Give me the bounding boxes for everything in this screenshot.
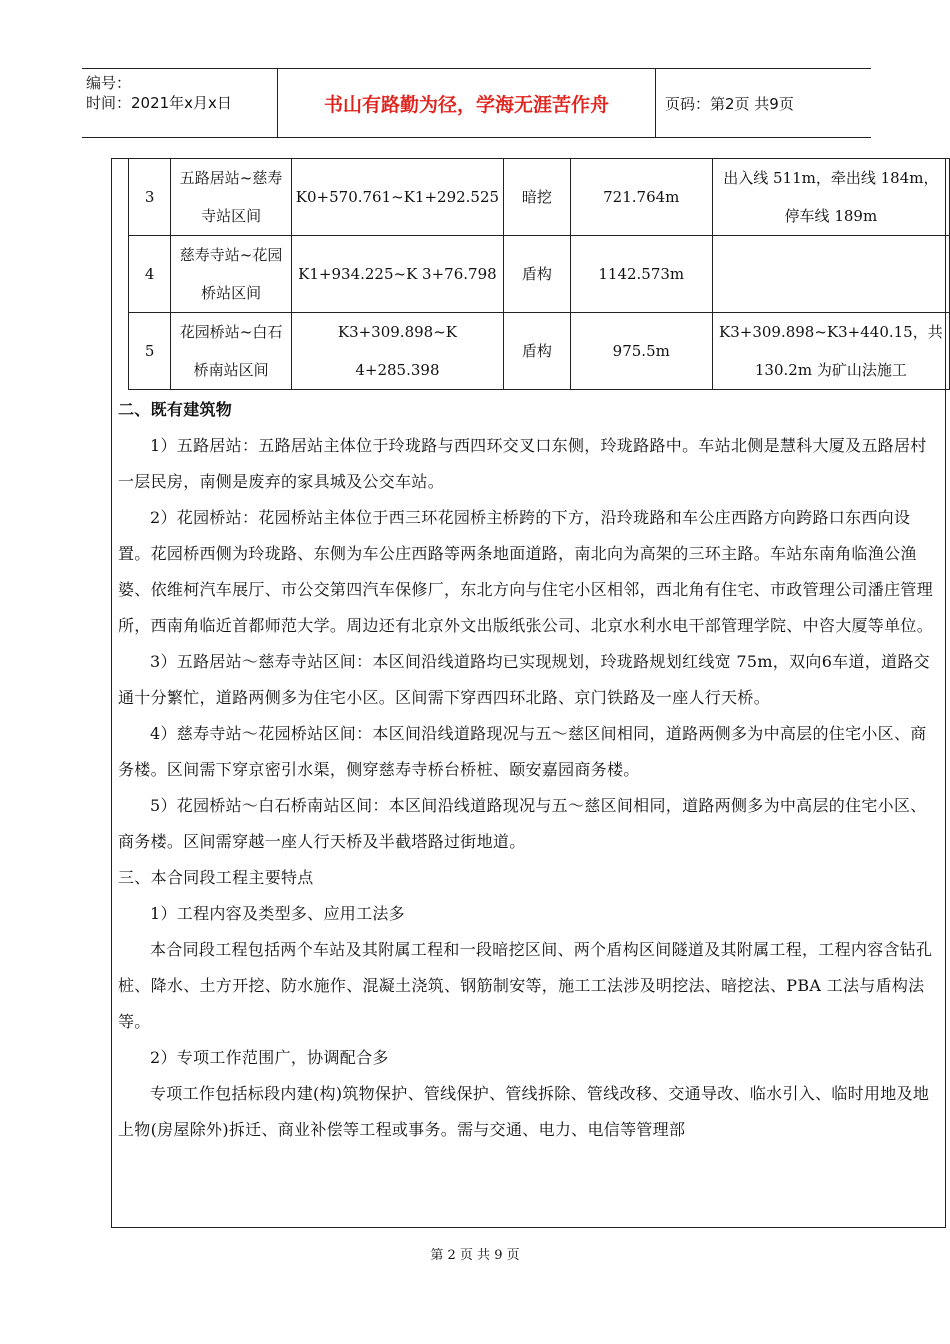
paragraph: 4）慈寿寺站～花园桥站区间：本区间沿线道路现况与五～慈区间相同，道路两侧多为中高层的住宅小区、商务楼。区间需下穿京密引水渠，侧穿慈寿寺桥台桥桩、颐安嘉园商务楼。 [118, 724, 927, 779]
table-row [129, 236, 950, 313]
header-meta [82, 69, 278, 137]
subsection-heading: 1）工程内容及类型多、应用工法多 [150, 904, 405, 923]
page-footer: 第 2 页 共 9 页 [430, 1248, 520, 1263]
subsection-heading: 2）专项工作范围广，协调配合多 [150, 1048, 389, 1067]
table-row [129, 313, 950, 390]
table-cell: 花园桥站~白石桥南站区间 [171, 313, 291, 390]
table-cell: 盾构 [504, 236, 571, 313]
table-cell: 975.5m [570, 313, 712, 390]
paragraph: 2）花园桥站：花园桥站主体位于西三环花园桥主桥跨的下方，沿玲珑路和车公庄西路方向跨路口东西向设置。花园桥西侧为玲珑路、东侧为车公庄西路等两条地面道路，南北向为高架的三环主路。车站东南角临渔公渔婆、依维柯汽车展厅、市公交第四汽车保修厂，东北方向与住宅小区相邻，西北角有住宅、市政管理公司潘庄管理所，西南角临近首都师范大学。周边还有北京外文出版纸张公司、北京水利水电干部管理学院、中咨大厦等单位。 [118, 508, 934, 635]
table-cell: K3+309.898~K 4+285.398 [291, 313, 503, 390]
table-cell: 5 [129, 313, 171, 390]
paragraph: 3）五路居站～慈寿寺站区间：本区间沿线道路均已实现规划，玲珑路规划红线宽 75m，双向6车道，道路交通十分繁忙，道路两侧多为住宅小区。区间需下穿西四环北路、京门铁路及一座人行天桥。 [118, 652, 930, 707]
table-cell [712, 236, 949, 313]
paragraph: 1）五路居站：五路居站主体位于玲珑路与西四环交叉口东侧，玲珑路路中。车站北侧是慧科大厦及五路居村一层民房，南侧是废弃的家具城及公交车站。 [118, 436, 927, 491]
table-cell: 1142.573m [570, 236, 712, 313]
section-heading: 三、本合同段工程主要特点 [118, 868, 314, 887]
header-page-number: 页码：第2页 共9页 [665, 94, 794, 113]
table-cell: K3+309.898~K3+440.15，共 130.2m 为矿山法施工 [712, 313, 949, 390]
paragraph: 专项工作包括标段内建(构)筑物保护、管线保护、管线拆除、管线改移、交通导改、临水引入、临时用地及地上物(房屋除外)拆迁、商业补偿等工程或事务。需与交通、电力、电信等管理部 [118, 1084, 930, 1139]
doc-date-label: 时间：2021年x月x日 [86, 94, 232, 112]
table-cell: 出入线 511m，牵出线 184m，停车线 189m [712, 159, 949, 236]
document-body [118, 392, 940, 1148]
table-cell: 暗挖 [504, 159, 571, 236]
section-heading: 二、既有建筑物 [118, 400, 233, 419]
table-cell: K0+570.761~K1+292.525 [291, 159, 503, 236]
section-table [128, 158, 950, 390]
table-cell: K1+934.225~K 3+76.798 [291, 236, 503, 313]
table-cell: 慈寿寺站~花园桥站区间 [171, 236, 291, 313]
table-cell: 3 [129, 159, 171, 236]
page-header [82, 68, 871, 138]
table-cell: 五路居站~慈寿寺站区间 [171, 159, 291, 236]
table-row [129, 159, 950, 236]
table-cell: 盾构 [504, 313, 571, 390]
table-cell: 4 [129, 236, 171, 313]
paragraph: 本合同段工程包括两个车站及其附属工程和一段暗挖区间、两个盾构区间隧道及其附属工程，工程内容含钻孔桩、降水、土方开挖、防水施作、混凝土浇筑、钢筋制安等，施工工法涉及明挖法、暗挖法、PBA 工法与盾构法等。 [118, 940, 933, 1031]
doc-number-label: 编号： [86, 74, 132, 92]
header-motto: 书山有路勤为径，学海无涯苦作舟 [278, 69, 656, 137]
table-cell: 721.764m [570, 159, 712, 236]
paragraph: 5）花园桥站～白石桥南站区间：本区间沿线道路现况与五～慈区间相同，道路两侧多为中高层的住宅小区、商务楼。区间需穿越一座人行天桥及半截塔路过街地道。 [118, 796, 927, 851]
